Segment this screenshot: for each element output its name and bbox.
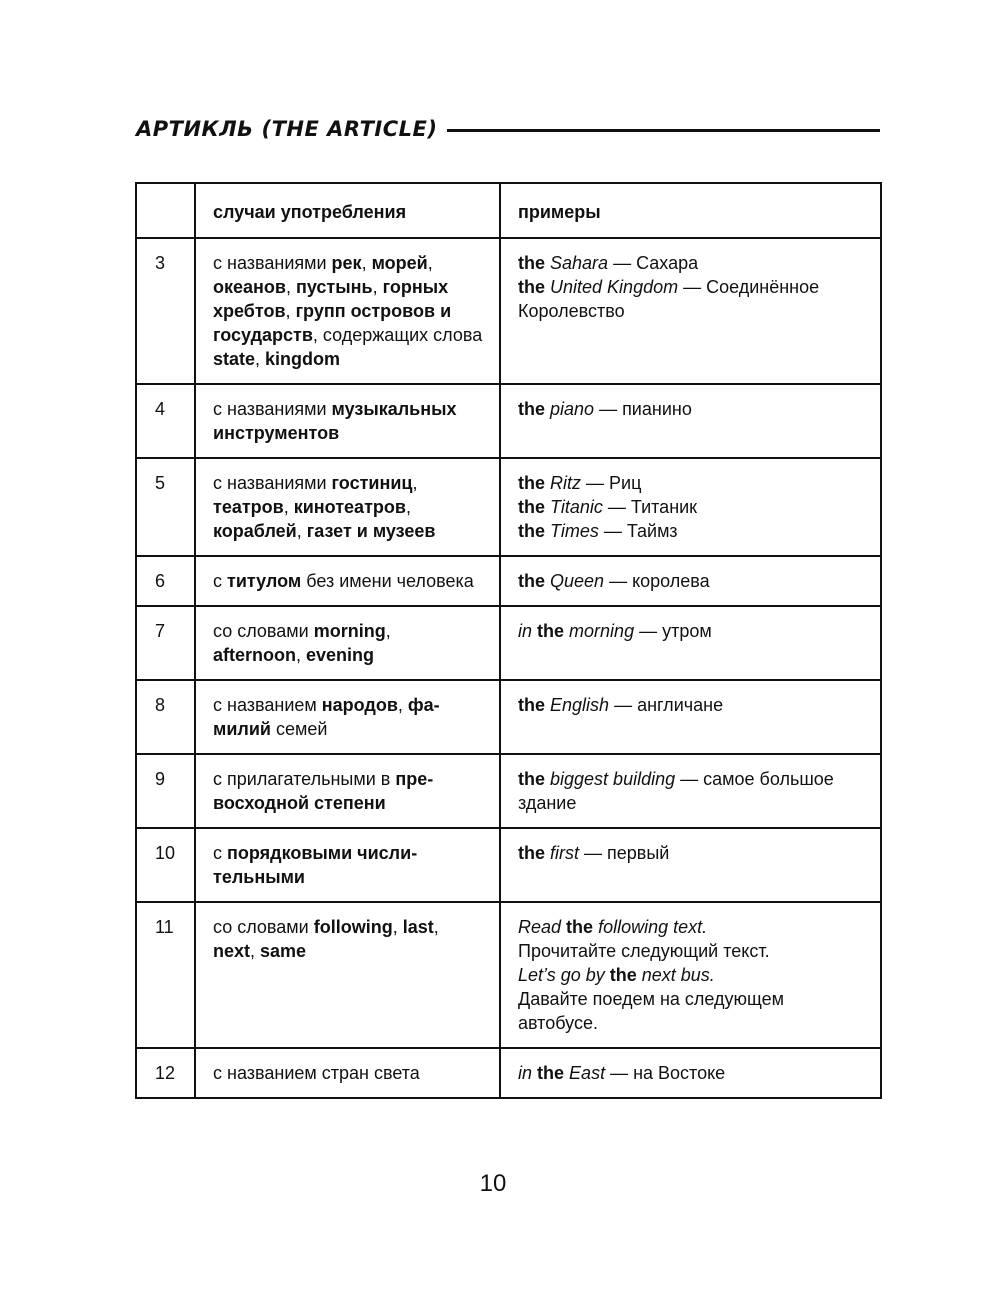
- usage-keyword: рек: [331, 253, 362, 273]
- example-line: [518, 569, 864, 593]
- example-line: [518, 915, 864, 939]
- usage-text: ,: [283, 497, 294, 517]
- column-header-usage: случаи употребления: [195, 183, 500, 238]
- example-english: biggest building: [550, 769, 676, 789]
- example-translation: Давайте поедем на следующем автобусе.: [518, 989, 785, 1033]
- usage-keyword: океанов: [213, 277, 286, 297]
- usage-text: с названиями: [213, 473, 332, 493]
- usage-keyword: морей: [371, 253, 428, 273]
- article-word: the: [518, 277, 545, 297]
- table-row: [136, 680, 881, 754]
- article-word: the: [609, 965, 637, 985]
- usage-cell: [195, 1048, 500, 1098]
- example-translation: — Таймз: [598, 521, 678, 541]
- example-translation: — пианино: [594, 399, 692, 419]
- usage-cell: [195, 828, 500, 902]
- usage-text: ,: [397, 695, 408, 715]
- example-line: [518, 275, 864, 323]
- usage-text: ,: [250, 941, 261, 961]
- example-english: Queen: [550, 571, 605, 591]
- example-english: in: [518, 1063, 533, 1083]
- usage-keyword: evening: [306, 645, 375, 665]
- article-word: the: [566, 917, 594, 937]
- page-header: [136, 112, 880, 146]
- usage-text: ,: [427, 253, 433, 273]
- usage-text: ,: [372, 277, 383, 297]
- examples-cell: [500, 828, 881, 902]
- usage-keyword: порядковыми числительными: [213, 843, 418, 887]
- usage-text: с названиями: [213, 253, 332, 273]
- example-translation: — самое большое здание: [518, 769, 834, 813]
- example-line: [518, 939, 864, 963]
- usage-keyword: народов: [321, 695, 398, 715]
- usage-text: ,: [296, 645, 307, 665]
- example-english: Titanic: [550, 497, 603, 517]
- usage-keyword: next: [213, 941, 251, 961]
- example-line: [518, 519, 864, 543]
- article-word: the: [518, 769, 545, 789]
- article-word: the: [518, 843, 545, 863]
- example-line: [518, 963, 864, 987]
- article-word: the: [518, 473, 545, 493]
- article-word: the: [518, 399, 545, 419]
- row-number: 11: [136, 902, 195, 1048]
- usage-text: с названиями: [213, 399, 332, 419]
- usage-text: ,: [296, 521, 307, 541]
- usage-keyword: гостиниц: [331, 473, 413, 493]
- usage-keyword: last: [402, 917, 434, 937]
- example-line: [518, 767, 864, 815]
- examples-cell: [500, 680, 881, 754]
- row-number: 7: [136, 606, 195, 680]
- usage-text: со словами: [213, 621, 314, 641]
- usage-keyword: музыкальных инструментов: [213, 399, 457, 443]
- column-header-number: [136, 183, 195, 238]
- usage-keyword: state: [213, 349, 256, 369]
- article-usage-table: [135, 182, 882, 1099]
- usage-text: , содержащих слова: [312, 325, 483, 345]
- example-line: [518, 1061, 864, 1085]
- usage-keyword: горных хребтов: [213, 277, 449, 321]
- usage-cell: [195, 680, 500, 754]
- example-english: first: [550, 843, 580, 863]
- example-translation: — англичане: [609, 695, 724, 715]
- table-row: [136, 384, 881, 458]
- table-body: [136, 238, 881, 1098]
- usage-text: ,: [255, 349, 266, 369]
- usage-keyword: газет и музеев: [306, 521, 436, 541]
- example-translation: — Соединённое Королевство: [518, 277, 820, 321]
- article-word: the: [537, 1063, 565, 1083]
- example-translation: — Сахара: [608, 253, 699, 273]
- usage-cell: [195, 238, 500, 384]
- row-number: 9: [136, 754, 195, 828]
- usage-keyword: кинотеатров: [293, 497, 406, 517]
- examples-cell: [500, 384, 881, 458]
- usage-text: ,: [361, 253, 372, 273]
- row-number: 12: [136, 1048, 195, 1098]
- example-translation: — Титаник: [602, 497, 698, 517]
- table-row: [136, 458, 881, 556]
- example-line: [518, 495, 864, 519]
- examples-cell: [500, 606, 881, 680]
- example-translation: — королева: [604, 571, 710, 591]
- article-word: the: [518, 497, 545, 517]
- example-line: [518, 619, 864, 643]
- example-translation: — утром: [634, 621, 712, 641]
- section-title: АРТИКЛЬ (THE ARTICLE): [136, 117, 438, 141]
- usage-cell: [195, 556, 500, 606]
- examples-cell: [500, 238, 881, 384]
- example-english: East: [569, 1063, 606, 1083]
- example-line: [518, 471, 864, 495]
- examples-cell: [500, 458, 881, 556]
- table-row: [136, 238, 881, 384]
- example-english: piano: [550, 399, 595, 419]
- example-english: following text.: [598, 917, 708, 937]
- example-english: Times: [550, 521, 599, 541]
- example-line: [518, 987, 864, 1035]
- example-translation: Прочитайте следующий текст.: [518, 941, 770, 961]
- table-header-row: [136, 183, 881, 238]
- usage-text: без имени человека: [301, 571, 474, 591]
- usage-text: с прилагательными в: [213, 769, 396, 789]
- example-english: United Kingdom: [550, 277, 679, 297]
- usage-cell: [195, 754, 500, 828]
- article-word: the: [518, 253, 545, 273]
- table-row: [136, 606, 881, 680]
- table-row: [136, 754, 881, 828]
- example-english: next bus.: [641, 965, 715, 985]
- article-word: the: [537, 621, 565, 641]
- examples-cell: [500, 1048, 881, 1098]
- header-divider: [447, 129, 880, 132]
- usage-text: ,: [392, 917, 403, 937]
- example-translation: — на Востоке: [605, 1063, 726, 1083]
- row-number: 3: [136, 238, 195, 384]
- usage-keyword: театров: [213, 497, 284, 517]
- usage-keyword: following: [313, 917, 393, 937]
- example-english: Read: [518, 917, 562, 937]
- usage-text: ,: [405, 497, 411, 517]
- page-number: 10: [479, 1170, 507, 1197]
- usage-keyword: превосходной степени: [213, 769, 434, 813]
- usage-keyword: пустынь: [295, 277, 373, 297]
- usage-cell: [195, 384, 500, 458]
- examples-cell: [500, 556, 881, 606]
- usage-keyword: same: [260, 941, 307, 961]
- row-number: 5: [136, 458, 195, 556]
- usage-text: с: [213, 571, 228, 591]
- usage-keyword: кораблей: [213, 521, 297, 541]
- article-word: the: [518, 695, 545, 715]
- usage-keyword: титулом: [227, 571, 302, 591]
- usage-text: семей: [270, 719, 328, 739]
- example-english: in: [518, 621, 533, 641]
- usage-keyword: morning: [313, 621, 386, 641]
- example-english: English: [550, 695, 610, 715]
- examples-cell: [500, 754, 881, 828]
- example-line: [518, 841, 864, 865]
- examples-cell: [500, 902, 881, 1048]
- usage-keyword: afternoon: [213, 645, 296, 665]
- row-number: 10: [136, 828, 195, 902]
- usage-cell: [195, 902, 500, 1048]
- usage-text: со словами: [213, 917, 314, 937]
- usage-text: ,: [285, 301, 296, 321]
- usage-text: с названием: [213, 695, 322, 715]
- table-row: [136, 828, 881, 902]
- row-number: 6: [136, 556, 195, 606]
- example-line: [518, 397, 864, 421]
- column-header-examples: примеры: [500, 183, 881, 238]
- usage-text: с названием стран света: [213, 1063, 420, 1083]
- example-english: Sahara: [550, 253, 609, 273]
- example-translation: — Риц: [581, 473, 642, 493]
- example-english: morning: [569, 621, 635, 641]
- table-row: [136, 556, 881, 606]
- example-line: [518, 693, 864, 717]
- example-line: [518, 251, 864, 275]
- usage-text: ,: [433, 917, 439, 937]
- table-row: [136, 1048, 881, 1098]
- row-number: 8: [136, 680, 195, 754]
- article-word: the: [518, 521, 545, 541]
- article-word: the: [518, 571, 545, 591]
- row-number: 4: [136, 384, 195, 458]
- usage-text: ,: [412, 473, 418, 493]
- example-english: Ritz: [550, 473, 582, 493]
- usage-keyword: фамилий: [213, 695, 440, 739]
- example-translation: — первый: [579, 843, 670, 863]
- usage-text: ,: [385, 621, 391, 641]
- table-row: [136, 902, 881, 1048]
- usage-text: с: [213, 843, 228, 863]
- usage-keyword: и государств: [213, 301, 452, 345]
- usage-cell: [195, 606, 500, 680]
- usage-keyword: групп островов: [295, 301, 436, 321]
- usage-cell: [195, 458, 500, 556]
- usage-text: ,: [285, 277, 296, 297]
- example-english: Let’s go by: [518, 965, 605, 985]
- usage-keyword: kingdom: [265, 349, 341, 369]
